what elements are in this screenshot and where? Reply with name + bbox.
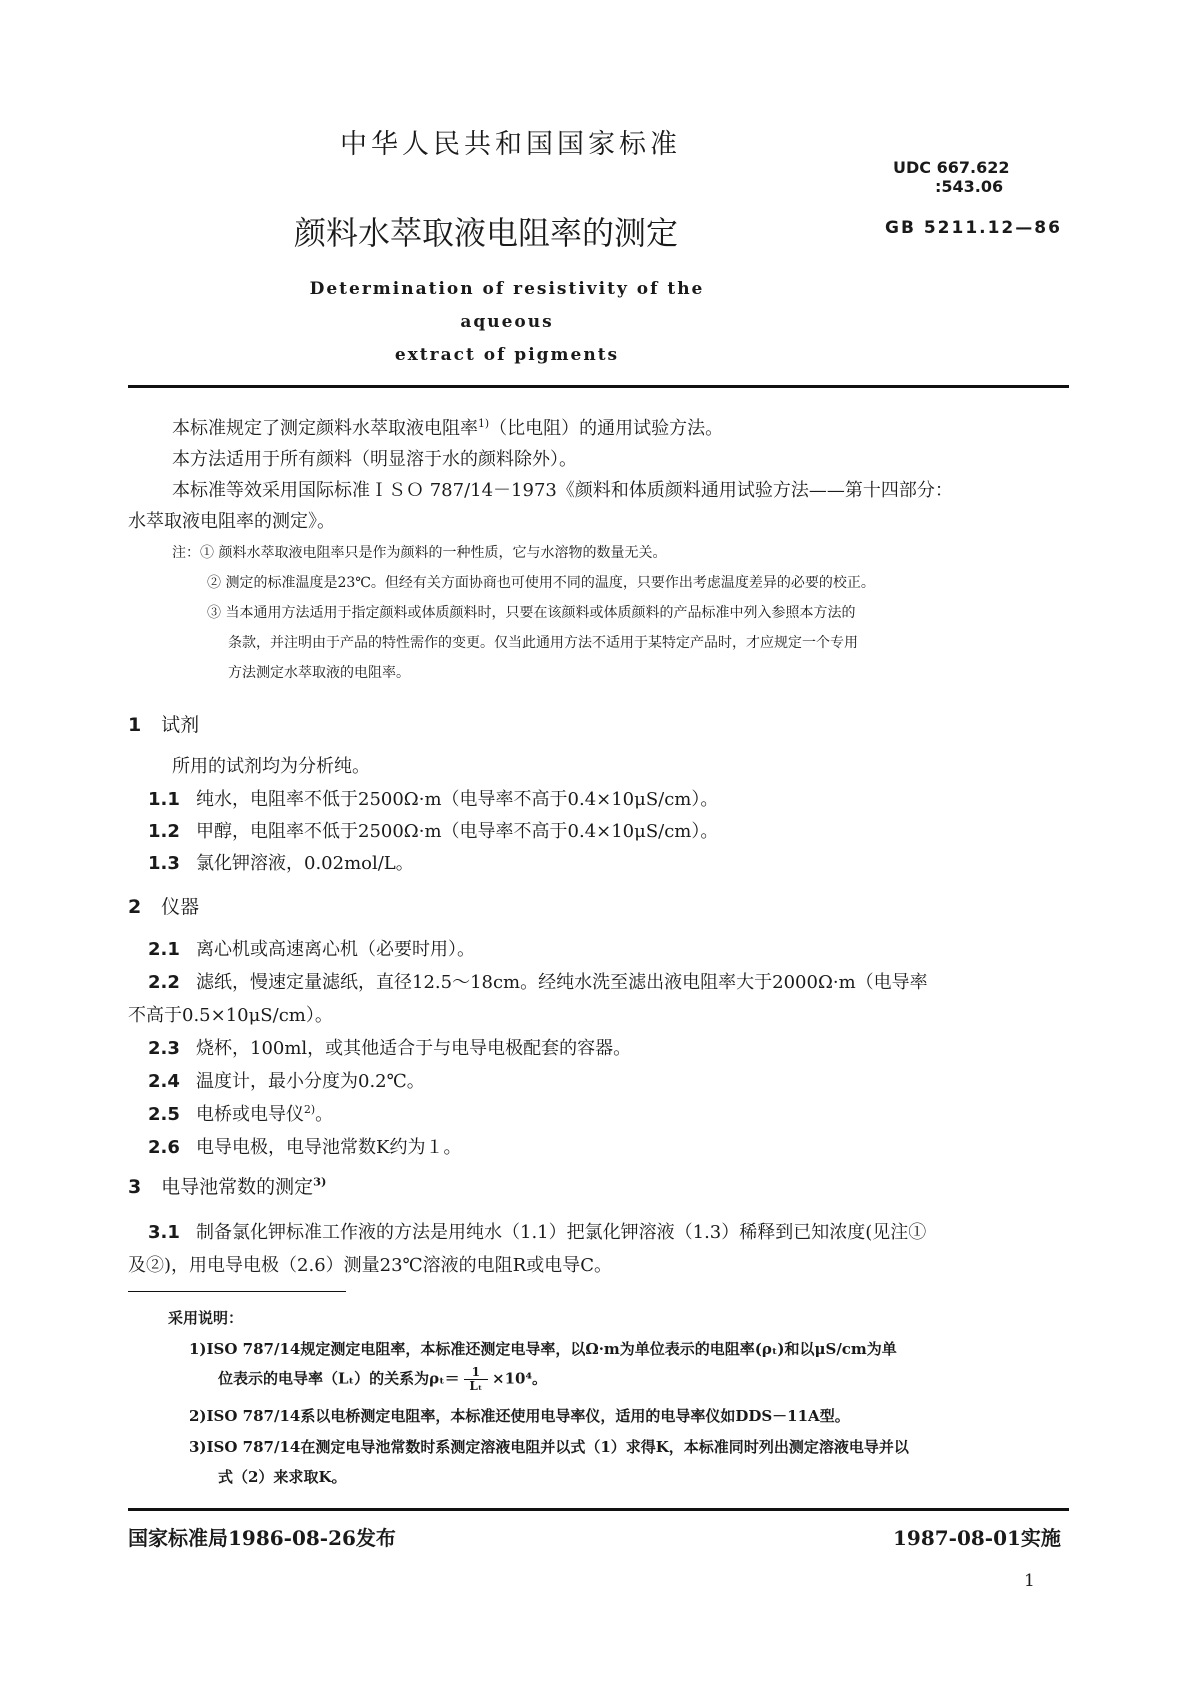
section-2-title: 仪器: [161, 896, 200, 918]
item-number: 1.3: [148, 853, 180, 874]
footnote-1-line-2: [218, 1366, 547, 1393]
item-number: 2.6: [148, 1137, 180, 1158]
item-number: 2.3: [148, 1038, 180, 1059]
list-item: [148, 1133, 461, 1159]
note-label: 注：: [172, 545, 200, 561]
title-en-line-1: Determination of resistivity of the aqueous: [309, 279, 705, 332]
section-3-heading: [128, 1172, 326, 1199]
list-item: [148, 1100, 333, 1126]
section-1-heading: [128, 710, 199, 737]
fraction: [464, 1366, 488, 1393]
note-3-line-1: ③ 当本通用方法适用于指定颜料或体质颜料时，只要在该颜料或体质颜料的产品标准中列入参照本方法的: [207, 605, 856, 621]
item-number: 2.2: [148, 972, 180, 993]
item-text: 离心机或高速离心机（必要时用）。: [196, 939, 475, 960]
item-text: 氯化钾溶液，0.02mol/L。: [196, 853, 414, 874]
item-text: 滤纸，慢速定量滤纸，直径12.5～18cm。经纯水洗至滤出液电阻率大于2000Ω·m（电导率: [196, 972, 928, 993]
list-item: [148, 968, 928, 994]
issuing-country-header: 中华人民共和国国家标准: [340, 129, 681, 160]
list-item: [148, 935, 475, 961]
intro-p1-main: 本标准规定了测定颜料水萃取液电阻率: [172, 418, 478, 439]
list-item-continuation: 不高于0.5×10μS/cm）。: [128, 1005, 333, 1026]
item-number: 2.5: [148, 1104, 180, 1125]
list-item: [148, 785, 718, 811]
footnote-2: 2)ISO 787/14系以电桥测定电阻率，本标准还使用电导率仪，适用的电导率仪如DDS－11A型。: [189, 1407, 850, 1425]
note-1-text: ① 颜料水萃取液电阻率只是作为颜料的一种性质，它与水溶物的数量无关。: [200, 545, 667, 561]
intro-paragraph-3: 本标准等效采用国际标准ＩＳＯ 787/14－1973《颜料和体质颜料通用试验方法——第十四部分：: [172, 480, 953, 501]
item-text: 烧杯，100ml，或其他适合于与电导电极配套的容器。: [196, 1038, 632, 1059]
issue-date: 国家标准局1986-08-26发布: [128, 1526, 396, 1550]
footnotes-heading: 采用说明：: [168, 1309, 244, 1327]
header-divider: [128, 385, 1069, 388]
item-text: 电导电极，电导池常数K约为１。: [196, 1137, 462, 1158]
section-3-number: 3: [128, 1176, 142, 1198]
section-1-lead: 所用的试剂均为分析纯。: [172, 756, 370, 777]
note-3-line-3: 方法测定水萃取液的电阻率。: [228, 665, 410, 681]
list-item: [148, 849, 414, 875]
fraction-numerator: 1: [464, 1366, 488, 1380]
item-number: 3.1: [148, 1222, 180, 1243]
list-item-continuation: 及②)，用电导电极（2.6）测量23℃溶液的电阻R或电导C。: [128, 1255, 613, 1276]
intro-p1-rest: （比电阻）的通用试验方法。: [489, 418, 724, 439]
item-number: 1.1: [148, 789, 180, 810]
footnote-ref-1: 1): [478, 417, 490, 430]
item-text: 纯水，电阻率不低于2500Ω·m（电导率不高于0.4×10μS/cm）。: [196, 789, 719, 810]
intro-paragraph-2: 本方法适用于所有颜料（明显溶于水的颜料除外）。: [172, 449, 577, 470]
item-text: 电桥或电导仪: [196, 1104, 304, 1125]
intro-paragraph-1: [172, 414, 723, 440]
footnote-ref-3: 3): [313, 1174, 327, 1189]
section-2-heading: [128, 892, 199, 919]
fraction-denominator: Lₜ: [469, 1379, 483, 1393]
gb-standard-number: GB 5211.12—86: [885, 218, 1062, 238]
note-1: [172, 542, 666, 562]
footnote-3-line-1: 3)ISO 787/14在测定电导池常数时系测定溶液电阻并以式（1）求得K，本标准同时列出测定溶液电导并以: [189, 1438, 909, 1456]
footnote-3-line-2: 式（2）来求取K。: [218, 1468, 347, 1486]
section-2-number: 2: [128, 896, 142, 918]
document-title-cn: 颜料水萃取液电阻率的测定: [294, 214, 679, 252]
title-en-line-2: extract of pigments: [394, 345, 620, 365]
list-item: [148, 1034, 631, 1060]
footnote-divider: [128, 1291, 346, 1292]
note-3-line-2: 条款，并注明由于产品的特性需作的变更。仅当此通用方法不适用于某特定产品时，才应规定一个专用: [228, 635, 858, 651]
udc-code: [893, 158, 1009, 196]
note-2: ② 测定的标准温度是23℃。但经有关方面协商也可使用不同的温度，只要作出考虑温度差异的必要的校正。: [207, 575, 875, 591]
footnote-ref-2: 2): [304, 1103, 316, 1116]
list-item: [148, 1218, 926, 1244]
footer-divider: [128, 1508, 1069, 1511]
list-item: [148, 817, 718, 843]
section-3-title: 电导池常数的测定: [161, 1176, 314, 1198]
item-number: 2.1: [148, 939, 180, 960]
item-text-end: 。: [315, 1104, 334, 1125]
item-text: 制备氯化钾标准工作液的方法是用纯水（1.1）把氯化钾溶液（1.3）稀释到已知浓度(见注①: [196, 1222, 927, 1243]
effective-date: 1987-08-01实施: [893, 1526, 1061, 1550]
footnote-1-formula-lead: 位表示的电导率（Lₜ）的关系为ρₜ＝: [218, 1369, 460, 1388]
item-text: 甲醇，电阻率不低于2500Ω·m（电导率不高于0.4×10μS/cm）。: [196, 821, 719, 842]
item-number: 2.4: [148, 1071, 180, 1092]
footnote-1-formula-tail: ×10⁴。: [492, 1369, 548, 1388]
list-item: [148, 1067, 425, 1093]
page-number: 1: [1024, 1571, 1035, 1591]
item-text: 温度计，最小分度为0.2℃。: [196, 1071, 425, 1092]
intro-paragraph-3-cont: 水萃取液电阻率的测定》。: [128, 511, 335, 532]
udc-line-2: :543.06: [935, 177, 1004, 196]
section-1-number: 1: [128, 714, 142, 736]
udc-line-1: UDC 667.622: [893, 158, 1010, 177]
item-number: 1.2: [148, 821, 180, 842]
document-title-en: [272, 273, 742, 372]
footnote-1-line-1: 1)ISO 787/14规定测定电阻率，本标准还测定电导率，以Ω·m为单位表示的电阻率(ρₜ)和以μS/cm为单: [189, 1340, 897, 1358]
section-1-title: 试剂: [161, 714, 200, 736]
